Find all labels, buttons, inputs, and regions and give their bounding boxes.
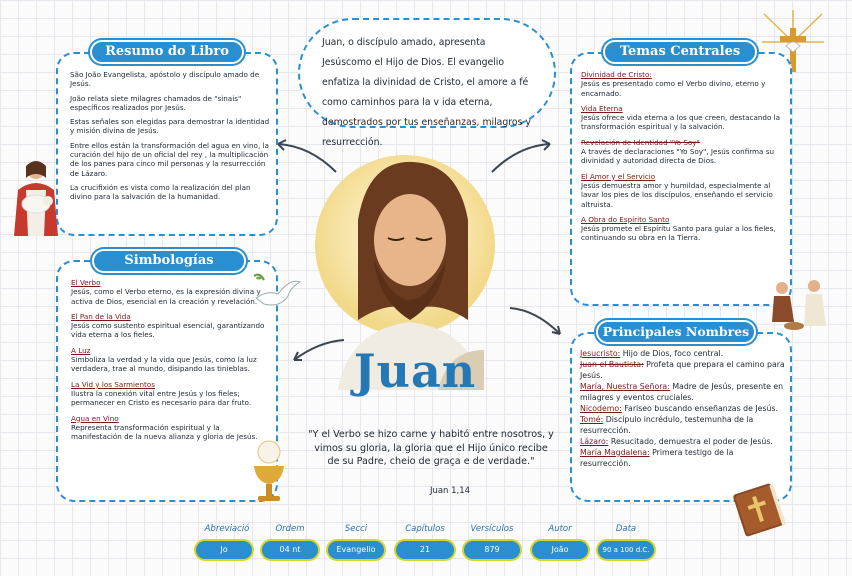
intro-text: Juan, o discípulo amado, apresenta Jesúscomo el Hijo de Dios. El evangelio enfatiza la divinidad de Cristo, el amore a fé como caminhos para la v ida eterna, demostrados por tus enseñanzas, milagros y resurrección.: [322, 37, 531, 148]
meta-value-data: 90 a 100 d.C.: [596, 539, 656, 561]
resumo-panel: [56, 52, 278, 236]
arrow-icon: [488, 136, 558, 176]
meta-label-abreviacion: Abreviació: [204, 524, 250, 534]
simbolo-heading: El Verbo: [71, 278, 101, 287]
tema-item: [581, 172, 786, 209]
nombre-item: [580, 436, 785, 447]
simbolo-item: [71, 380, 269, 408]
nombre-name: Juan el Bautista:: [580, 360, 644, 369]
temas-title: Temas Centrales: [603, 40, 757, 64]
arrow-icon: [270, 136, 340, 176]
tema-body: Jesús es presentado como el Verbo divino, eterno y encarnado.: [581, 79, 766, 98]
tema-body: Jesús promete el Espíritu Santo para guiar a los fieles, continuando su obra en la Tierra.: [581, 224, 776, 243]
tema-heading: Divinidad de Cristo:: [581, 70, 652, 79]
nombre-item: [580, 359, 785, 381]
resumo-paragraph: La crucifixión es vista como la realización del plan divino para la salvación de la humanidad.: [70, 182, 251, 202]
resumo-paragraph: São João Evangelista, apóstolo y discípulo amado de Jesús.: [70, 70, 260, 89]
nombres-title: Principales Nombres: [596, 320, 756, 344]
quote-reference: Juan 1,14: [429, 486, 471, 496]
nombre-name: María, Nuestra Señora:: [580, 382, 670, 391]
nombre-item: [580, 403, 785, 414]
chalice-icon: [248, 438, 290, 506]
nombre-desc: Fariseo buscando enseñanzas de Jesús.: [621, 404, 778, 413]
meta-value-seccion: Evangelio: [326, 539, 386, 561]
simbolo-item: [71, 312, 269, 340]
nombre-name: Nicodemo:: [580, 404, 622, 413]
simbolo-item: [71, 414, 269, 442]
nombre-desc: Resucitado, demuestra el poder de Jesús.: [608, 437, 773, 446]
meta-value-ordem: 04 nt: [260, 539, 320, 561]
nombre-desc: Discípulo incrédulo, testemunha de la resurrección.: [580, 415, 754, 435]
simbolo-heading: Agua en Vino: [71, 413, 119, 423]
arrow-icon: [506, 304, 566, 340]
center-name: Juan: [353, 344, 477, 398]
foot-washing-illustration: [764, 276, 834, 334]
jesus-lamb-illustration: [8, 156, 64, 236]
tema-body: Jesús ofrece vida eterna a los que creen, destacando la transformación espiritual y la salvación.: [581, 113, 781, 132]
nombre-name: Lázaro:: [580, 437, 609, 446]
nombre-item: [580, 414, 785, 436]
temas-text: [581, 70, 786, 249]
nombre-item: [580, 447, 785, 469]
simbologias-title: Simbologías: [92, 249, 246, 273]
nombre-desc: Primera testigo de la resurrección.: [580, 448, 734, 468]
nombre-name: Tomé:: [580, 415, 604, 424]
nombre-desc: Madre de Jesús, presente en milagres y eventos cruciales.: [580, 382, 784, 402]
tema-heading: El Amor y el Servicio: [581, 171, 656, 181]
nombre-name: Jesucristo:: [580, 349, 621, 358]
simbolo-body: Ilustra la conexión vital entre Jesús y los fieles; permanecer en Cristo es necesario para dar fruto.: [71, 388, 252, 408]
tema-item: [581, 138, 786, 166]
tema-heading: Vida Eterna: [581, 103, 623, 113]
meta-label-autor: Autor: [548, 524, 572, 534]
simbolo-heading: El Pan de la Vida: [71, 311, 131, 321]
nombre-desc: Profeta que prepara el camino para Jesús.: [580, 360, 785, 380]
tema-heading: A Obra do Espírito Santo: [581, 214, 670, 224]
nombres-text: [580, 348, 785, 469]
simbolo-body: Jesús, como el Verbo eterno, es la expresión divina y activa de Dios, esencial en la creación y revelación.: [71, 287, 261, 306]
tema-body: Jesús demuestra amor y humildad, especialmente al lavar los pies de los discípulos, enseñando el servicio altruista.: [581, 180, 773, 209]
simbolo-body: Jesús como sustento espiritual esencial, garantizando vida eterna a los fieles.: [71, 321, 265, 340]
resumo-paragraph: João relata siete milagres chamados de "sinais" específicos realizados por Jesús.: [70, 93, 242, 112]
nombre-item: [580, 381, 785, 403]
arrow-icon: [288, 336, 348, 366]
meta-label-seccion: Secci: [344, 524, 368, 534]
meta-value-abreviacion: Jo: [194, 539, 254, 561]
simbologias-panel: [56, 260, 278, 502]
tema-item: [581, 70, 786, 98]
simbolo-body: Simboliza la verdad y la vida que Jesús, como la luz verdadera, trae al mundo, disipando las tinieblas.: [71, 355, 257, 374]
nombres-panel: [570, 332, 792, 502]
tema-item: [581, 215, 786, 243]
bible-icon: [728, 480, 788, 538]
meta-value-autor: João: [530, 539, 590, 561]
meta-label-ordem: Ordem: [275, 524, 305, 534]
simbolo-item: [71, 346, 269, 374]
nombre-name: María Magdalena:: [580, 448, 650, 457]
meta-label-capitulos: Capítulos: [405, 524, 445, 534]
meta-label-versiculos: Versículos: [470, 524, 514, 534]
tema-body: A través de declaraciones "Yo Soy", Jesús confirma su divinidad y autoridad directa de Dios.: [581, 147, 775, 166]
simbolo-heading: La Vid y los Sarmientos: [71, 379, 155, 389]
resumo-title: Resumo do Libro: [90, 40, 244, 64]
meta-value-versiculos: 879: [462, 539, 522, 561]
resumo-paragraph: Estas señales son elegidas para demostrar la identidad y misión divina de Jesús.: [70, 117, 270, 136]
tema-item: [581, 104, 786, 132]
simbolo-heading: A Luz: [71, 345, 91, 355]
tema-heading: Revelación de Identidad "Yo Soy": [581, 137, 700, 147]
center-quote: "Y el Verbo se hizo carne y habitó entre nosotros, y vimos su gloria, la gloria que el Hijo único recibe de su Padre, cheio de graça e de verdade.": [308, 429, 554, 467]
meta-label-data: Data: [615, 524, 637, 534]
nombre-item: [580, 348, 785, 359]
dove-icon: [250, 268, 302, 310]
meta-value-capitulos: 21: [394, 539, 456, 561]
resumo-paragraph: Entre ellos están la transformación del agua en vino, la curación del hijo de un oficial del rey , la multiplicación de los panes para cinco mil personas y la resurrección de Lázaro.: [70, 140, 269, 178]
intro-bubble: [298, 18, 556, 148]
simbolo-body: Representa transformación espiritual y la manifestación de la nueva alianza y gloria de Jesús.: [71, 422, 258, 442]
nombre-desc: Hijo de Dios, foco central.: [620, 349, 724, 358]
simbologias-text: [71, 278, 269, 447]
resumo-text: [70, 70, 270, 207]
simbolo-item: [71, 278, 269, 306]
temas-panel: [570, 52, 792, 306]
